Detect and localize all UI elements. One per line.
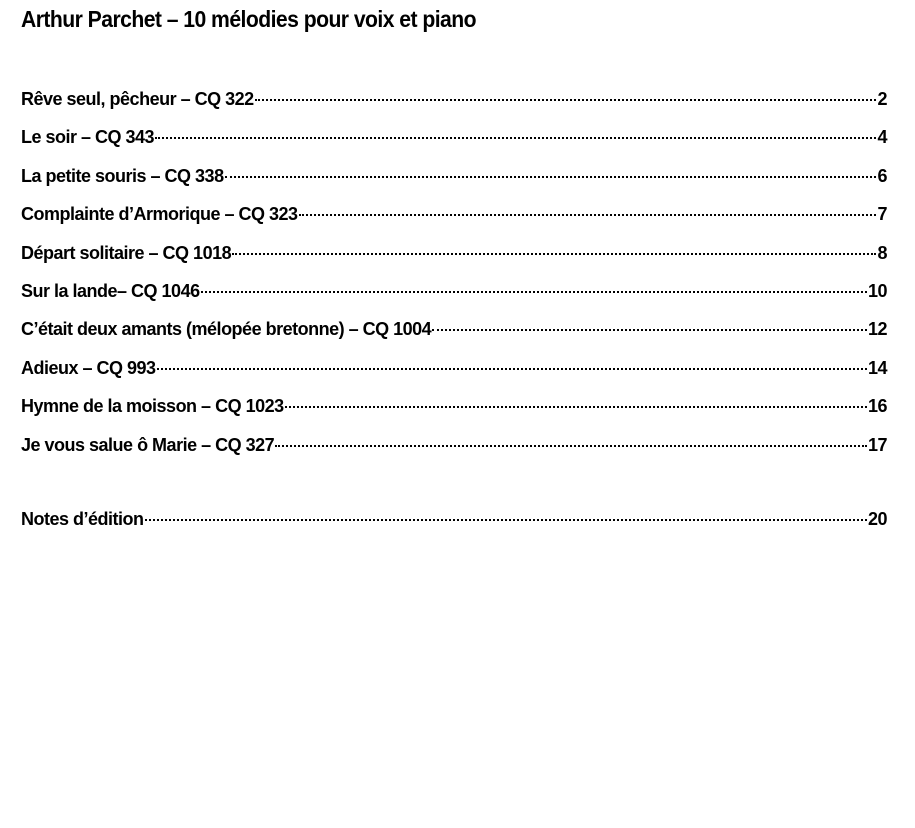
toc-entry-page: 7 [877,204,887,225]
toc-entry-title: Rêve seul, pêcheur – CQ 322 [21,89,254,109]
toc-entry-page: 6 [877,165,887,186]
toc-entry-title: C’était deux amants (mélopée bretonne) – CQ 1004 [21,319,432,340]
toc-notes-section [21,509,887,547]
toc-dot-leader [299,214,877,216]
toc-dot-leader [255,99,877,101]
toc-entry-page: 14 [867,357,887,378]
toc-entry-title: Hymne de la moisson – CQ 1023 [21,396,284,417]
toc-entry [21,89,887,127]
toc-entry [21,396,887,434]
toc-entry-page: 12 [867,319,887,340]
toc-dot-leader [275,445,867,447]
toc-entry [21,166,887,204]
toc-entry-page: 4 [877,127,887,148]
toc-entry-page: 2 [877,89,887,109]
toc-entry-title: Notes d’édition [21,509,144,529]
toc-entry-page: 16 [867,396,887,417]
toc-entry-notes [21,509,887,547]
toc-entry-title: Le soir – CQ 343 [21,127,155,148]
toc-entry-title: Je vous salue ô Marie – CQ 327 [21,434,275,455]
toc-entry-page: 8 [877,242,887,263]
toc-entry [21,204,887,242]
table-of-contents [21,89,887,473]
toc-dot-leader [432,329,867,331]
toc-entry-title: Départ solitaire – CQ 1018 [21,242,232,263]
toc-entry [21,435,887,473]
toc-entry [21,358,887,396]
toc-entry [21,319,887,357]
page-title: Arthur Parchet – 10 mélodies pour voix et piano [21,6,476,32]
toc-entry-page: 10 [867,280,887,301]
toc-entry [21,281,887,319]
toc-entry [21,243,887,281]
toc-entry [21,127,887,165]
toc-dot-leader [155,137,876,139]
toc-dot-leader [201,291,867,293]
toc-dot-leader [225,176,877,178]
toc-dot-leader [232,253,876,255]
toc-entry-title: La petite souris – CQ 338 [21,165,224,186]
toc-entry-title: Adieux – CQ 993 [21,357,156,378]
toc-dot-leader [285,406,867,408]
toc-entry-page: 17 [867,434,887,455]
toc-entry-title: Sur la lande– CQ 1046 [21,280,200,301]
toc-entry-title: Complainte d’Armorique – CQ 323 [21,204,298,225]
toc-entry-page: 20 [867,509,887,529]
toc-dot-leader [145,519,867,521]
toc-dot-leader [157,368,867,370]
